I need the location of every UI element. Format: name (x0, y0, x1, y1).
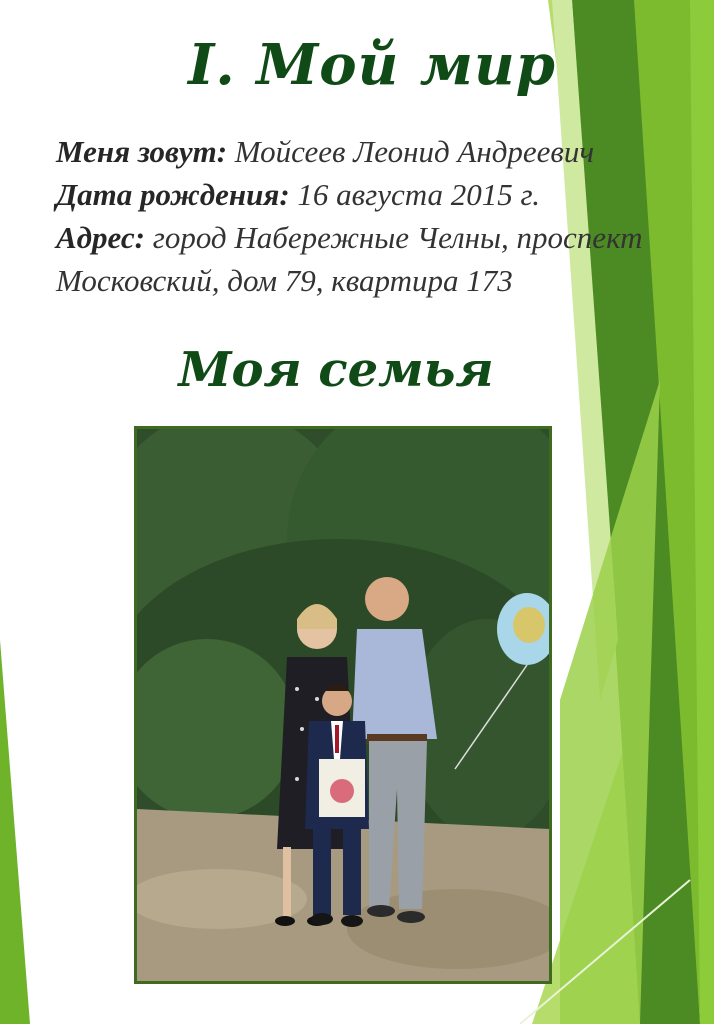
address-value: город Набережные Челны, проспект Московский, дом 79, квартира 173 (56, 220, 643, 298)
name-value: Мойсеев Леонид Андреевич (227, 134, 595, 169)
family-heading: Моя семья (178, 342, 494, 398)
birth-label: Дата рождения: (56, 177, 290, 212)
family-photo-illustration (137, 429, 549, 981)
personal-info (56, 130, 696, 302)
family-photo (134, 426, 552, 984)
name-line (56, 130, 696, 173)
birth-value: 16 августа 2015 г. (289, 177, 540, 212)
address-line (56, 216, 696, 302)
address-label: Адрес: (56, 220, 145, 255)
birth-line (56, 173, 696, 216)
name-label: Меня зовут: (56, 134, 228, 169)
page-title: I. Мой мир (188, 32, 556, 98)
